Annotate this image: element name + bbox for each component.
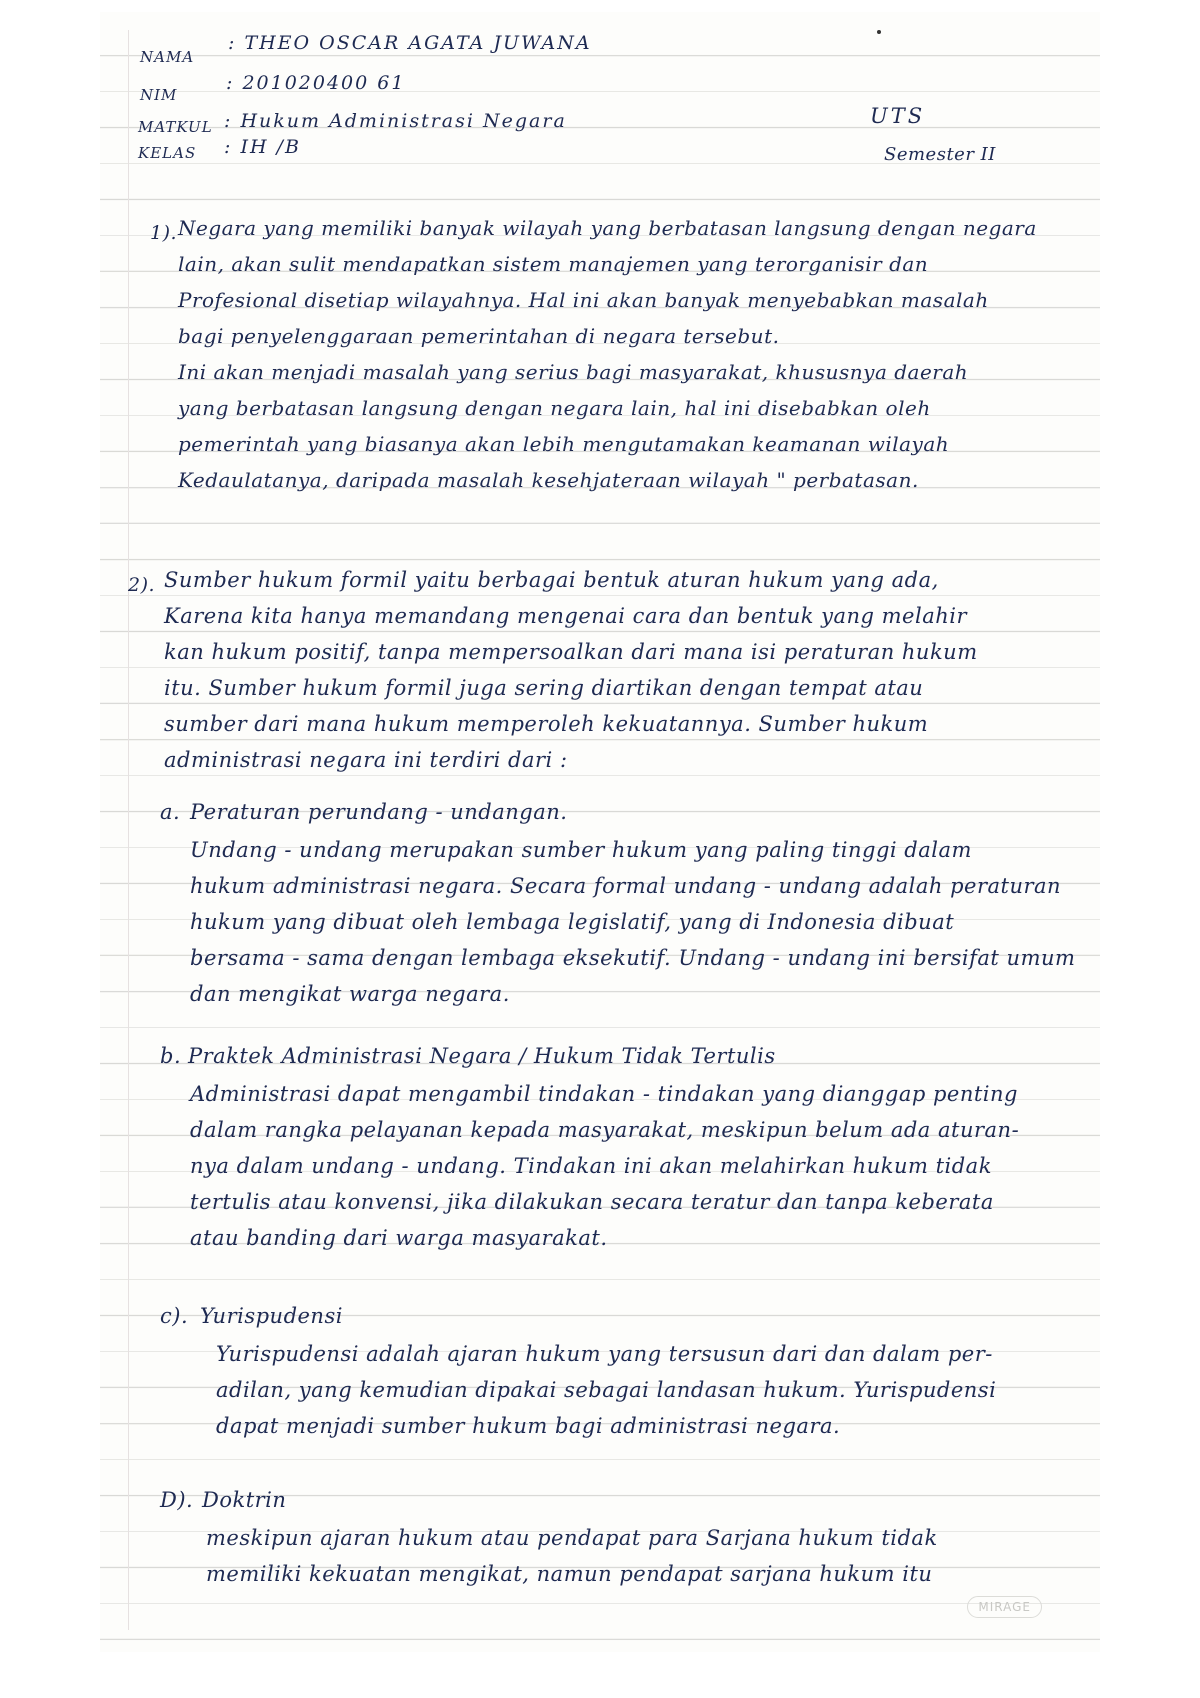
text-line: itu. Sumber hukum formil juga sering diartikan dengan tempat atau: [164, 676, 924, 700]
text-line: Yurispudensi adalah ajaran hukum yang tersusun dari dan dalam per-: [216, 1342, 993, 1366]
sub-item-body: [190, 832, 1075, 1012]
sub-item-marker: D).: [160, 1488, 194, 1512]
text-line: hukum administrasi negara. Secara formal undang - undang adalah peraturan: [190, 874, 1062, 898]
text-line: yang berbatasan langsung dengan negara lain, hal ini disebabkan oleh: [178, 396, 931, 420]
value-kelas: : IH /B: [224, 136, 301, 158]
value-matkul: : Hukum Administrasi Negara: [224, 110, 567, 132]
text-line: meskipun ajaran hukum atau pendapat para Sarjana hukum tidak: [206, 1526, 938, 1550]
label-kelas: KELAS: [138, 144, 197, 162]
text-line: Undang - undang merupakan sumber hukum yang paling tinggi dalam: [190, 838, 972, 862]
semester: Semester II: [884, 144, 996, 165]
sub-item-marker: a.: [160, 800, 181, 824]
text-line: lain, akan sulit mendapatkan sistem manajemen yang terorganisir dan: [178, 252, 929, 276]
sub-item-title: Peraturan perundang - undangan.: [190, 800, 568, 824]
text-line: memiliki kekuatan mengikat, namun pendapat sarjana hukum itu: [206, 1562, 933, 1586]
text-line: Profesional disetiap wilayahnya. Hal ini akan banyak menyebabkan masalah: [178, 288, 989, 312]
answer-1-text: [178, 210, 1037, 498]
text-line: administrasi negara ini terdiri dari :: [164, 748, 568, 772]
sub-item-marker: b.: [160, 1044, 182, 1068]
value-nim: : 201020400 61: [226, 72, 406, 94]
text-line: Negara yang memiliki banyak wilayah yang berbatasan langsung dengan negara: [178, 216, 1037, 240]
sub-item-body: [206, 1520, 938, 1592]
text-line: tertulis atau konvensi, jika dilakukan secara teratur dan tanpa keberata: [190, 1190, 994, 1214]
text-line: bersama - sama dengan lembaga eksekutif. Undang - undang ini bersifat umum: [190, 946, 1076, 970]
label-nama: NAMA: [140, 48, 195, 66]
text-line: Karena kita hanya memandang mengenai cara dan bentuk yang melahir: [164, 604, 967, 628]
answer-2-number: 2).: [128, 574, 156, 596]
exam-title: UTS: [870, 104, 926, 128]
text-line: sumber dari mana hukum memperoleh kekuatannya. Sumber hukum: [164, 712, 929, 736]
text-line: dapat menjadi sumber hukum bagi administrasi negara.: [216, 1414, 841, 1438]
text-line: atau banding dari warga masyarakat.: [190, 1226, 608, 1250]
sub-item-title: Praktek Administrasi Negara / Hukum Tidak Tertulis: [188, 1044, 776, 1068]
label-nim: NIM: [140, 86, 178, 104]
text-line: pemerintah yang biasanya akan lebih mengutamakan keamanan wilayah: [178, 432, 950, 456]
sub-item-body: [190, 1076, 1019, 1256]
text-line: Ini akan menjadi masalah yang serius bagi masyarakat, khususnya daerah: [178, 360, 969, 384]
answer-2-text: [164, 562, 978, 778]
sub-item-title: Yurispudensi: [200, 1304, 343, 1328]
sub-item-body: [216, 1336, 996, 1444]
text-line: hukum yang dibuat oleh lembaga legislatif, yang di Indonesia dibuat: [190, 910, 955, 934]
label-matkul: MATKUL: [138, 118, 213, 136]
value-nama: : THEO OSCAR AGATA JUWANA: [228, 32, 592, 54]
text-line: dalam rangka pelayanan kepada masyarakat, meskipun belum ada aturan-: [190, 1118, 1020, 1142]
text-line: kan hukum positif, tanpa mempersoalkan dari mana isi peraturan hukum: [164, 640, 978, 664]
text-line: adilan, yang kemudian dipakai sebagai landasan hukum. Yurispudensi: [216, 1378, 997, 1402]
text-line: Kedaulatanya, daripada masalah kesehjateraan wilayah " perbatasan.: [178, 468, 919, 492]
text-line: Administrasi dapat mengambil tindakan - tindakan yang dianggap penting: [190, 1082, 1018, 1106]
sub-item-title: Doktrin: [202, 1488, 287, 1512]
text-line: nya dalam undang - undang. Tindakan ini akan melahirkan hukum tidak: [190, 1154, 992, 1178]
text-line: Sumber hukum formil yaitu berbagai bentuk aturan hukum yang ada,: [164, 568, 939, 592]
margin-line: [128, 30, 129, 1630]
answer-1-number: 1).: [150, 222, 178, 244]
notebook-brand-logo: MIRAGE: [967, 1596, 1042, 1618]
ink-dot: [877, 30, 881, 34]
sub-item-marker: c).: [160, 1304, 189, 1328]
text-line: bagi penyelenggaraan pemerintahan di negara tersebut.: [178, 324, 780, 348]
text-line: dan mengikat warga negara.: [190, 982, 510, 1006]
